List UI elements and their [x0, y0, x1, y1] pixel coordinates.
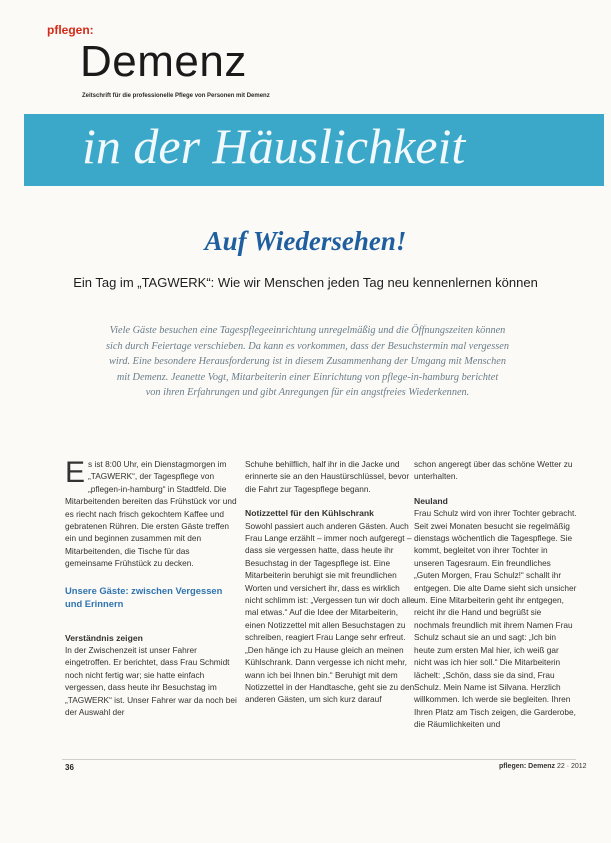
body-paragraph: Sowohl passiert auch anderen Gästen. Auch Frau Lange erzählt – immer noch aufgeregt – dass sie vergessen hatte, dass heute ihr Besuchstag in der Tagespflege ist. Eine Mitarbeiterin beruhigt sie mit freundlichen Worten und versichert ihr, dass es wirklich nicht schlimm ist: „Vergessen tun wir doch alle mal etwas.“ Auf die Idee der Mitarbeiterin, einen Notizzettel mit allen Besuchstagen zu schreiben, reagiert Frau Lange sehr erfreut. „Den hänge ich zu Hause gleich an meinen Kühlschrank. Dann vergesse ich nicht mehr, wann ich bei Ihnen bin.“ Beruhigt mit dem Notizzettel in der Handtasche, geht sie zu den anderen Gästen, um sich kurz darauf — [245, 520, 415, 705]
section-heading-guests: Unsere Gäste: zwischen Vergessen und Erinnern — [65, 584, 223, 609]
lead-line: sich durch Feiertage verschieben. Da kann es vorkommen, dass der Besuchstermin mal vergessen — [105, 340, 509, 352]
drop-cap: E — [65, 456, 86, 489]
section-banner — [24, 114, 604, 186]
footer-rule — [62, 759, 576, 760]
intro-paragraph: Es ist 8:00 Uhr, ein Dienstagmorgen im „TAGWERK“, der Tagespflege von „pflegen-in-hamburg“ in Stadtfeld. Die Mitarbeitenden bereiten das Frühstück vor und es riecht nach frisch gekochtem Kaffee und gebratenen Rühren. Die ersten Gäste treffen ein und beginnen zusammen mit den Mitarbeitenden, die Tische für das gemeinsame Frühstück zu decken. — [65, 456, 237, 569]
lead-line: mit Demenz. Jeanette Vogt, Mitarbeiterin einer Einrichtung von pflege-in-hamburg berichtet — [116, 371, 499, 383]
text-column-3 — [414, 458, 578, 731]
article-subheadline: Ein Tag im „TAGWERK“: Wie wir Menschen jeden Tag neu kennenlernen können — [73, 275, 538, 290]
section-heading-neuland: Neuland — [414, 495, 448, 506]
article-headline: Auf Wiedersehen! — [204, 226, 407, 256]
page-number: 36 — [65, 763, 74, 772]
body-paragraph: In der Zwischenzeit ist unser Fahrer eingetroffen. Er berichtet, dass Frau Schmidt noch nicht fertig war; sie hatte einfach vergessen, dass heute ihr Besuchstag im „TAGWERK“ ist. Unser Fahrer war da noch bei der Auswahl der — [65, 645, 237, 718]
section-heading-understanding: Verständnis zeigen — [65, 632, 143, 643]
footer-issue: pflegen: Demenz 22 · 2012 — [499, 763, 587, 770]
magazine-title: Demenz — [80, 37, 247, 86]
body-paragraph: Schuhe behilflich, half ihr in die Jacke und erinnerte sie an den Haustürschlüssel, bevor die Fahrt zur Tagespflege begann. — [245, 459, 410, 494]
brand-logo: pflegen: — [47, 23, 94, 37]
lead-line: wird. Eine besondere Herausforderung ist in diesem Zusammenhang der Umgang mit Menschen — [109, 356, 506, 367]
banner-title: in der Häuslichkeit — [82, 118, 466, 174]
magazine-subtitle: Zeitschrift für die professionelle Pflege von Personen mit Demenz — [82, 93, 270, 99]
text-column-2 — [245, 458, 417, 706]
text-column-1 — [65, 458, 239, 719]
masthead — [0, 0, 611, 118]
lead-line: Viele Gäste besuchen eine Tagespflegeeinrichtung unregelmäßig und die Öffnungszeiten können — [109, 325, 506, 336]
article-lead — [70, 323, 545, 401]
body-paragraph: schon angeregt über das schöne Wetter zu unterhalten. — [414, 459, 573, 482]
lead-line: von ihren Erfahrungen und gibt Anregungen für ein angstfreies Wiederkennen. — [145, 387, 470, 398]
body-paragraph: Frau Schulz wird von ihrer Tochter gebracht. Seit zwei Monaten besucht sie regelmäßig dienstags wöchentlich die Tagespflege. Sie kommt, begleitet von ihrer Tochter in unseren Tagesraum. Ein freundliches „Guten Morgen, Frau Schulz!“ schallt ihr entgegen. Die alte Dame sieht sich unsicher um. Eine Mitarbeiterin geht ihr entgegen, reicht ihr die Hand und begrüßt sie nochmals freundlich mit ihrem Namen Frau Schulz schaut sie an und sagt: „Ich bin heute zum ersten Mal hier, ich weiß gar nicht was ich hier soll.“ Die Mitarbeiterin lächelt: „Schön, dass sie da sind, Frau Schulz. Mein Name ist Silvana. Herzlich willkommen. Ich werde sie begleiten. Ihren Ihren Platz am Tisch zeigen, die Garderobe, die Räumlichkeiten und — [414, 508, 577, 730]
section-heading-note: Notizzettel für den Kühlschrank — [245, 508, 374, 519]
